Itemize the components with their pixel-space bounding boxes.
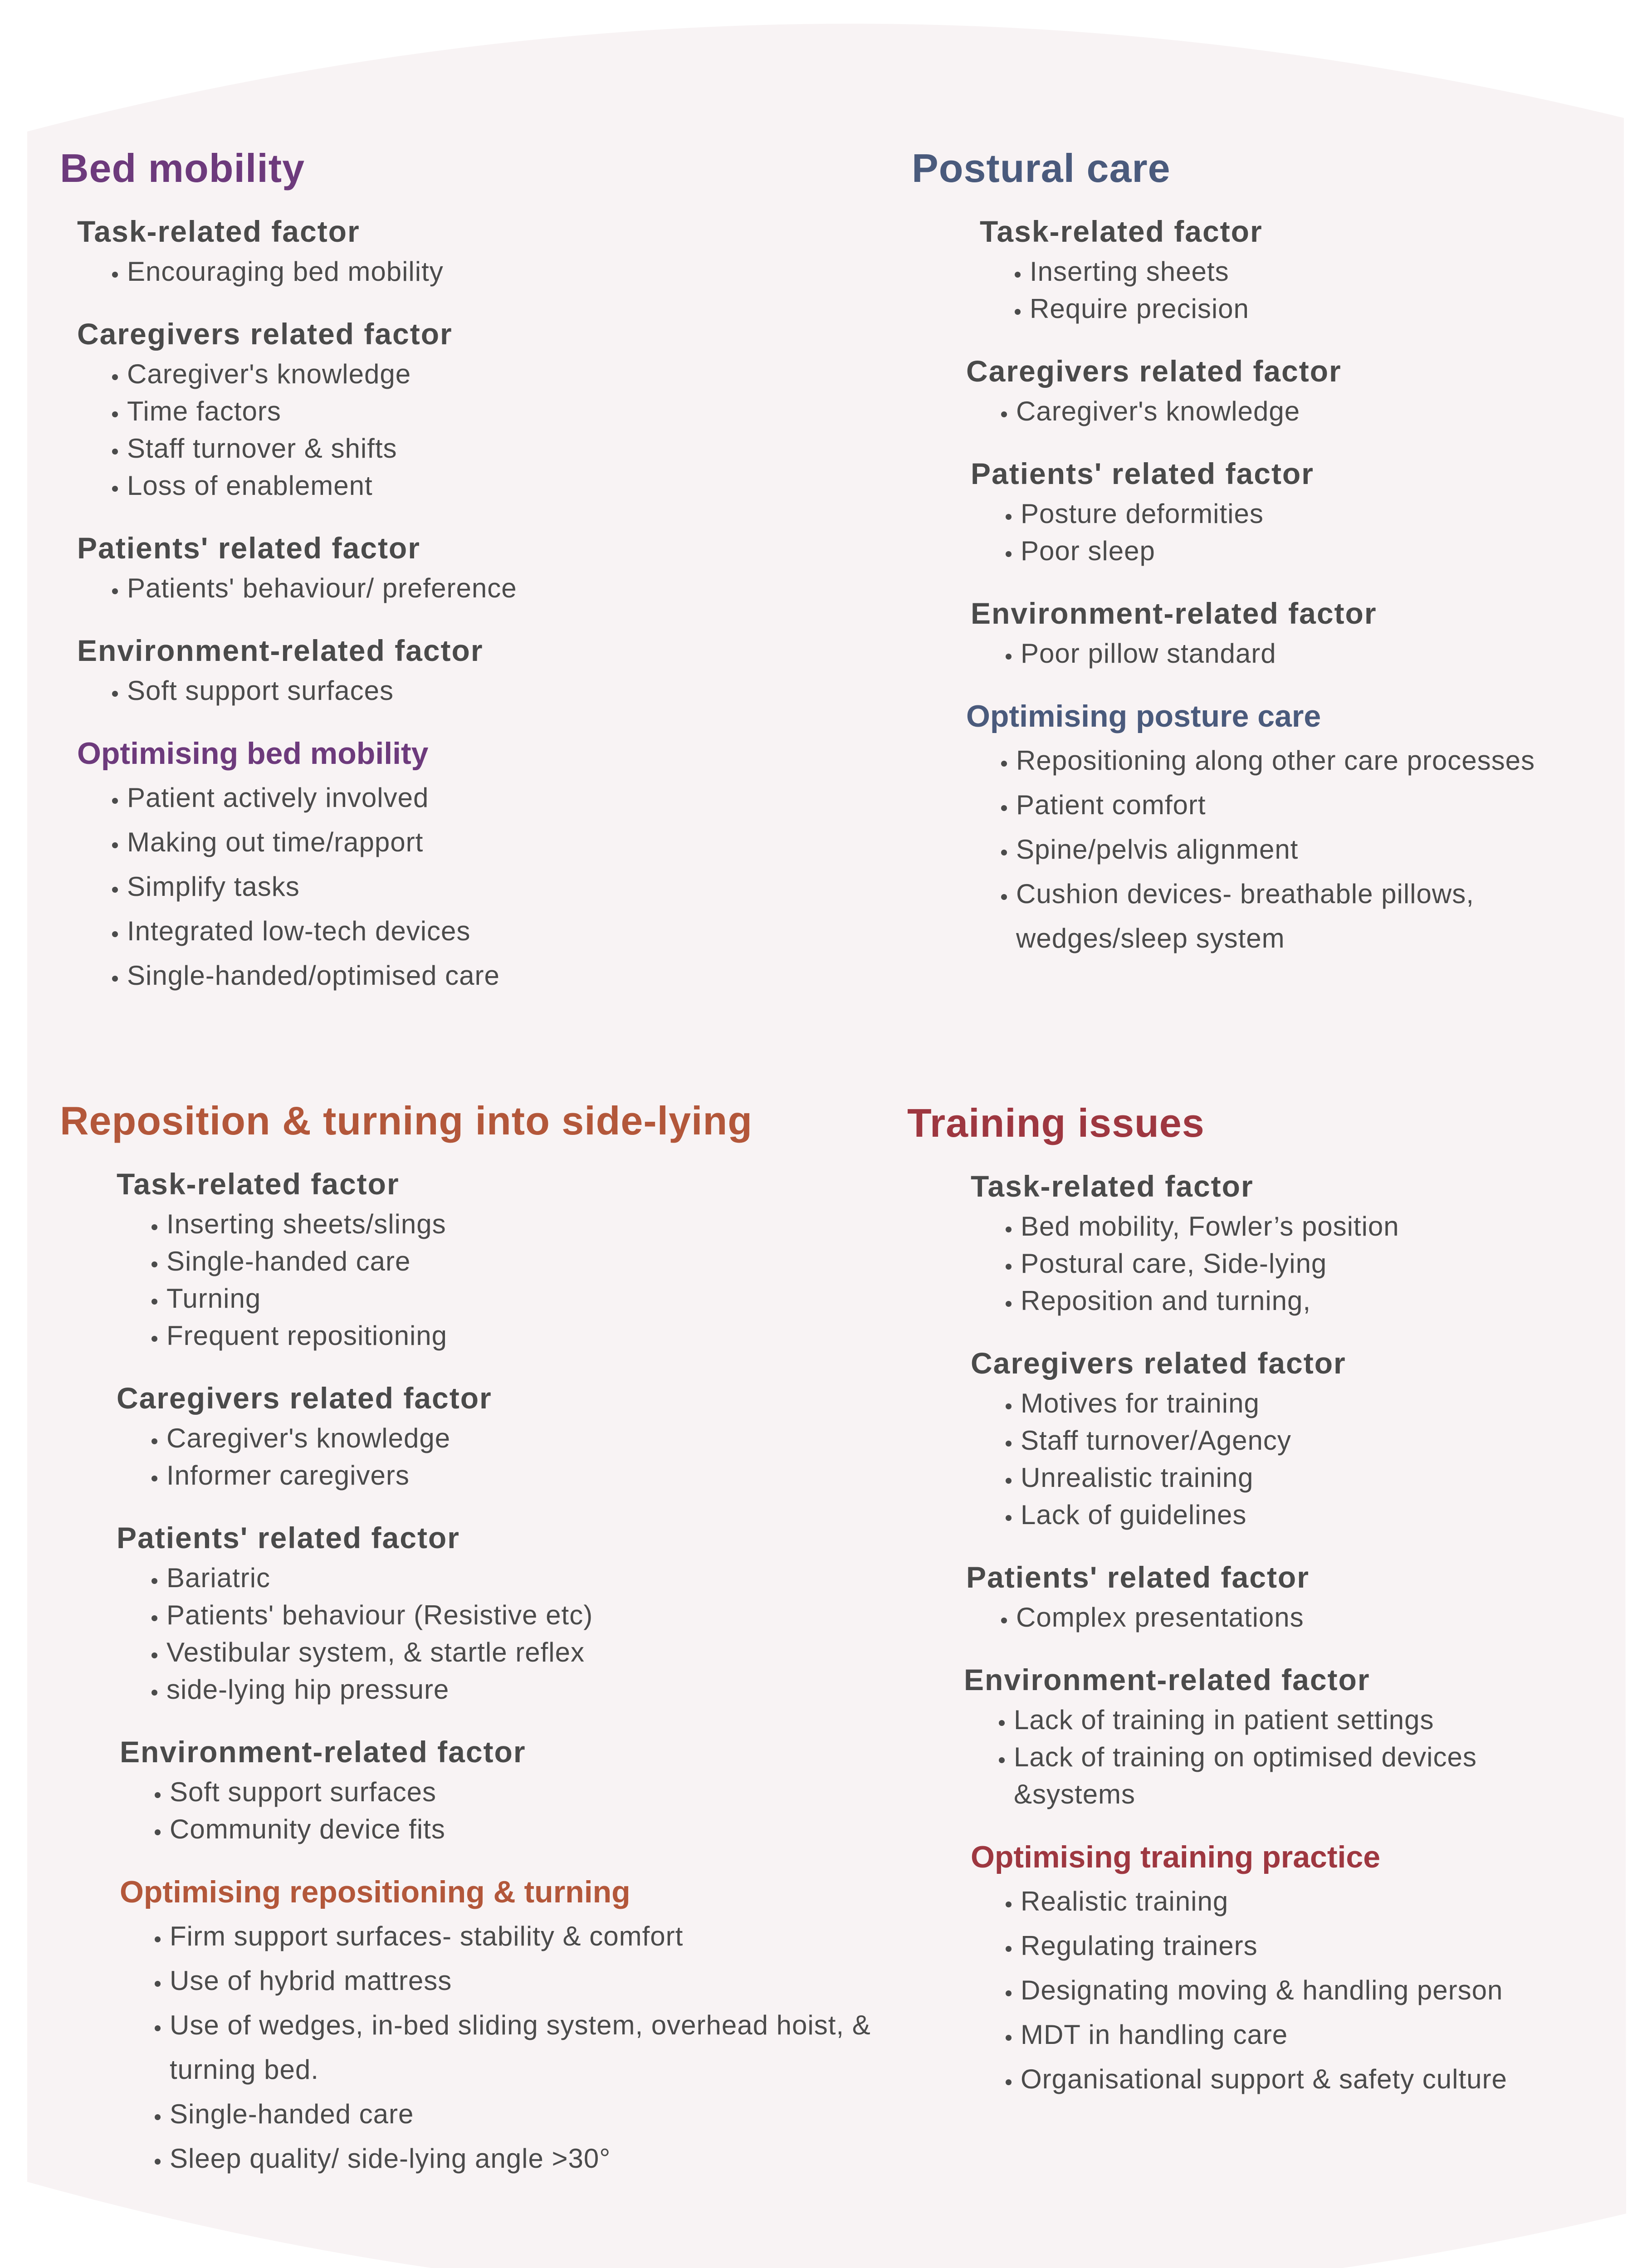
task-factor-list (117, 1206, 876, 1354)
list-item: • Integrated low-tech devices (127, 909, 854, 953)
optimising-title: Optimising repositioning & turning (120, 1875, 630, 1909)
environment-factor (971, 596, 1610, 672)
environment-factor (120, 1735, 876, 1848)
list-item: • Staff turnover/Agency (1021, 1422, 1610, 1459)
list-item: • Reposition and turning, (1021, 1282, 1610, 1320)
list-item: • Community device fits (170, 1811, 876, 1848)
environment-factor (964, 1662, 1610, 1813)
patients-factor-title: Patients' related factor (117, 1521, 460, 1554)
list-item: • Bariatric (166, 1559, 876, 1597)
list-item: • Realistic training (1021, 1879, 1610, 1924)
optimising-block (966, 699, 1610, 961)
environment-factor-title: Environment-related factor (971, 596, 1377, 630)
list-item: • Patient comfort (1016, 783, 1610, 827)
patients-factor-list (971, 495, 1610, 570)
list-item: • Lack of training in patient settings (1014, 1701, 1603, 1739)
list-item: • Single-handed care (166, 1243, 876, 1280)
environment-factor-title: Environment-related factor (120, 1735, 526, 1769)
task-factor-title: Task-related factor (117, 1167, 400, 1201)
environment-factor-list (971, 635, 1610, 672)
section-title: Reposition & turning into side-lying (60, 1098, 753, 1143)
caregivers-factor (971, 1346, 1610, 1534)
list-item: • Bed mobility, Fowler’s position (1021, 1208, 1610, 1245)
list-item: • Firm support surfaces- stability & comfort (170, 1914, 886, 1959)
caregivers-factor (966, 354, 1610, 430)
caregivers-factor-title: Caregivers related factor (117, 1381, 492, 1415)
caregivers-factor-title: Caregivers related factor (966, 354, 1342, 388)
list-item: • Caregiver's knowledge (1016, 393, 1610, 430)
caregivers-factor-list (966, 393, 1610, 430)
list-item: • Use of hybrid mattress (170, 1959, 886, 2003)
list-item: • side-lying hip pressure (166, 1671, 876, 1708)
caregivers-factor-title: Caregivers related factor (77, 317, 453, 351)
optimising-title: Optimising posture care (966, 699, 1321, 733)
patients-factor (971, 456, 1610, 570)
list-item: • Informer caregivers (166, 1457, 876, 1494)
list-item: • Designating moving & handling person (1021, 1968, 1610, 2013)
caregivers-factor-list (117, 1420, 876, 1494)
environment-factor-list (120, 1774, 876, 1848)
task-factor (980, 214, 1610, 327)
optimising-list (120, 1914, 886, 2181)
patients-factor-title: Patients' related factor (77, 531, 420, 565)
caregivers-factor (117, 1381, 876, 1494)
section-training (907, 1100, 1610, 2128)
task-factor-title: Task-related factor (77, 215, 360, 248)
section-title: Bed mobility (60, 146, 305, 191)
environment-factor-list (964, 1701, 1603, 1813)
task-factor-list (980, 253, 1610, 327)
section-title: Postural care (912, 146, 1171, 191)
optimising-list (971, 1879, 1610, 2102)
section-postural-care (912, 145, 1610, 987)
optimising-block (120, 1874, 876, 2181)
list-item: • Caregiver's knowledge (127, 356, 854, 393)
list-item: • Single-handed care (170, 2092, 886, 2136)
list-item: • Inserting sheets (1030, 253, 1610, 290)
environment-factor-list (77, 672, 854, 709)
task-factor (77, 214, 854, 290)
list-item: • Regulating trainers (1021, 1924, 1610, 1968)
optimising-list (77, 776, 854, 998)
caregivers-factor-list (971, 1385, 1610, 1534)
task-factor-title: Task-related factor (980, 215, 1263, 248)
list-item: • Use of wedges, in-bed sliding system, overhead hoist, & turning bed. (170, 2003, 886, 2092)
optimising-block (971, 1839, 1610, 2102)
list-item: • Poor pillow standard (1021, 635, 1610, 672)
optimising-list (966, 738, 1610, 961)
optimising-title: Optimising training practice (971, 1840, 1381, 1874)
task-factor (971, 1169, 1610, 1320)
list-item: • Staff turnover & shifts (127, 430, 854, 467)
list-item: • Organisational support & safety culture (1021, 2057, 1610, 2102)
task-factor-list (971, 1208, 1610, 1320)
task-factor-list (77, 253, 854, 290)
patients-factor (117, 1520, 876, 1708)
optimising-title: Optimising bed mobility (77, 736, 429, 771)
patients-factor-title: Patients' related factor (966, 1560, 1310, 1594)
caregivers-factor-list (77, 356, 854, 504)
list-item: • Frequent repositioning (166, 1317, 876, 1354)
list-item: • Single-handed/optimised care (127, 953, 854, 998)
list-item: • Complex presentations (1016, 1599, 1610, 1636)
list-item: • Inserting sheets/slings (166, 1206, 876, 1243)
list-item: • Lack of guidelines (1021, 1496, 1610, 1534)
list-item: • Cushion devices- breathable pillows, wedges/sleep system (1016, 872, 1610, 961)
list-item: • Postural care, Side-lying (1021, 1245, 1610, 1282)
list-item: • Patients' behaviour/ preference (127, 570, 854, 607)
task-factor-title: Task-related factor (971, 1169, 1254, 1203)
section-title: Training issues (907, 1100, 1205, 1145)
list-item: • Unrealistic training (1021, 1459, 1610, 1496)
environment-factor (77, 633, 854, 709)
list-item: • Posture deformities (1021, 495, 1610, 533)
patients-factor-list (966, 1599, 1610, 1636)
list-item: • Making out time/rapport (127, 820, 854, 865)
optimising-block (77, 736, 854, 998)
patients-factor (966, 1560, 1610, 1636)
list-item: • Motives for training (1021, 1385, 1610, 1422)
patients-factor (77, 531, 854, 607)
list-item: • MDT in handling care (1021, 2013, 1610, 2057)
list-item: • Loss of enablement (127, 467, 854, 504)
patients-factor-list (77, 570, 854, 607)
task-factor (117, 1167, 876, 1354)
list-item: • Encouraging bed mobility (127, 253, 854, 290)
list-item: • Patient actively involved (127, 776, 854, 820)
list-item: • Patients' behaviour (Resistive etc) (166, 1597, 876, 1634)
section-reposition (60, 1098, 876, 2207)
list-item: • Lack of training on optimised devices &systems (1014, 1739, 1603, 1813)
list-item: • Soft support surfaces (170, 1774, 876, 1811)
list-item: • Repositioning along other care processes (1016, 738, 1610, 783)
list-item: • Poor sleep (1021, 533, 1610, 570)
list-item: • Vestibular system, & startle reflex (166, 1634, 876, 1671)
patients-factor-list (117, 1559, 876, 1708)
list-item: • Turning (166, 1280, 876, 1317)
list-item: • Time factors (127, 393, 854, 430)
caregivers-factor-title: Caregivers related factor (971, 1346, 1346, 1380)
section-bed-mobility (60, 145, 854, 1024)
list-item: • Sleep quality/ side-lying angle >30° (170, 2136, 886, 2181)
list-item: • Simplify tasks (127, 865, 854, 909)
environment-factor-title: Environment-related factor (77, 634, 484, 667)
list-item: • Soft support surfaces (127, 672, 854, 709)
list-item: • Caregiver's knowledge (166, 1420, 876, 1457)
caregivers-factor (77, 317, 854, 504)
patients-factor-title: Patients' related factor (971, 457, 1314, 490)
list-item: • Require precision (1030, 290, 1610, 327)
environment-factor-title: Environment-related factor (964, 1663, 1370, 1696)
list-item: • Spine/pelvis alignment (1016, 827, 1610, 872)
